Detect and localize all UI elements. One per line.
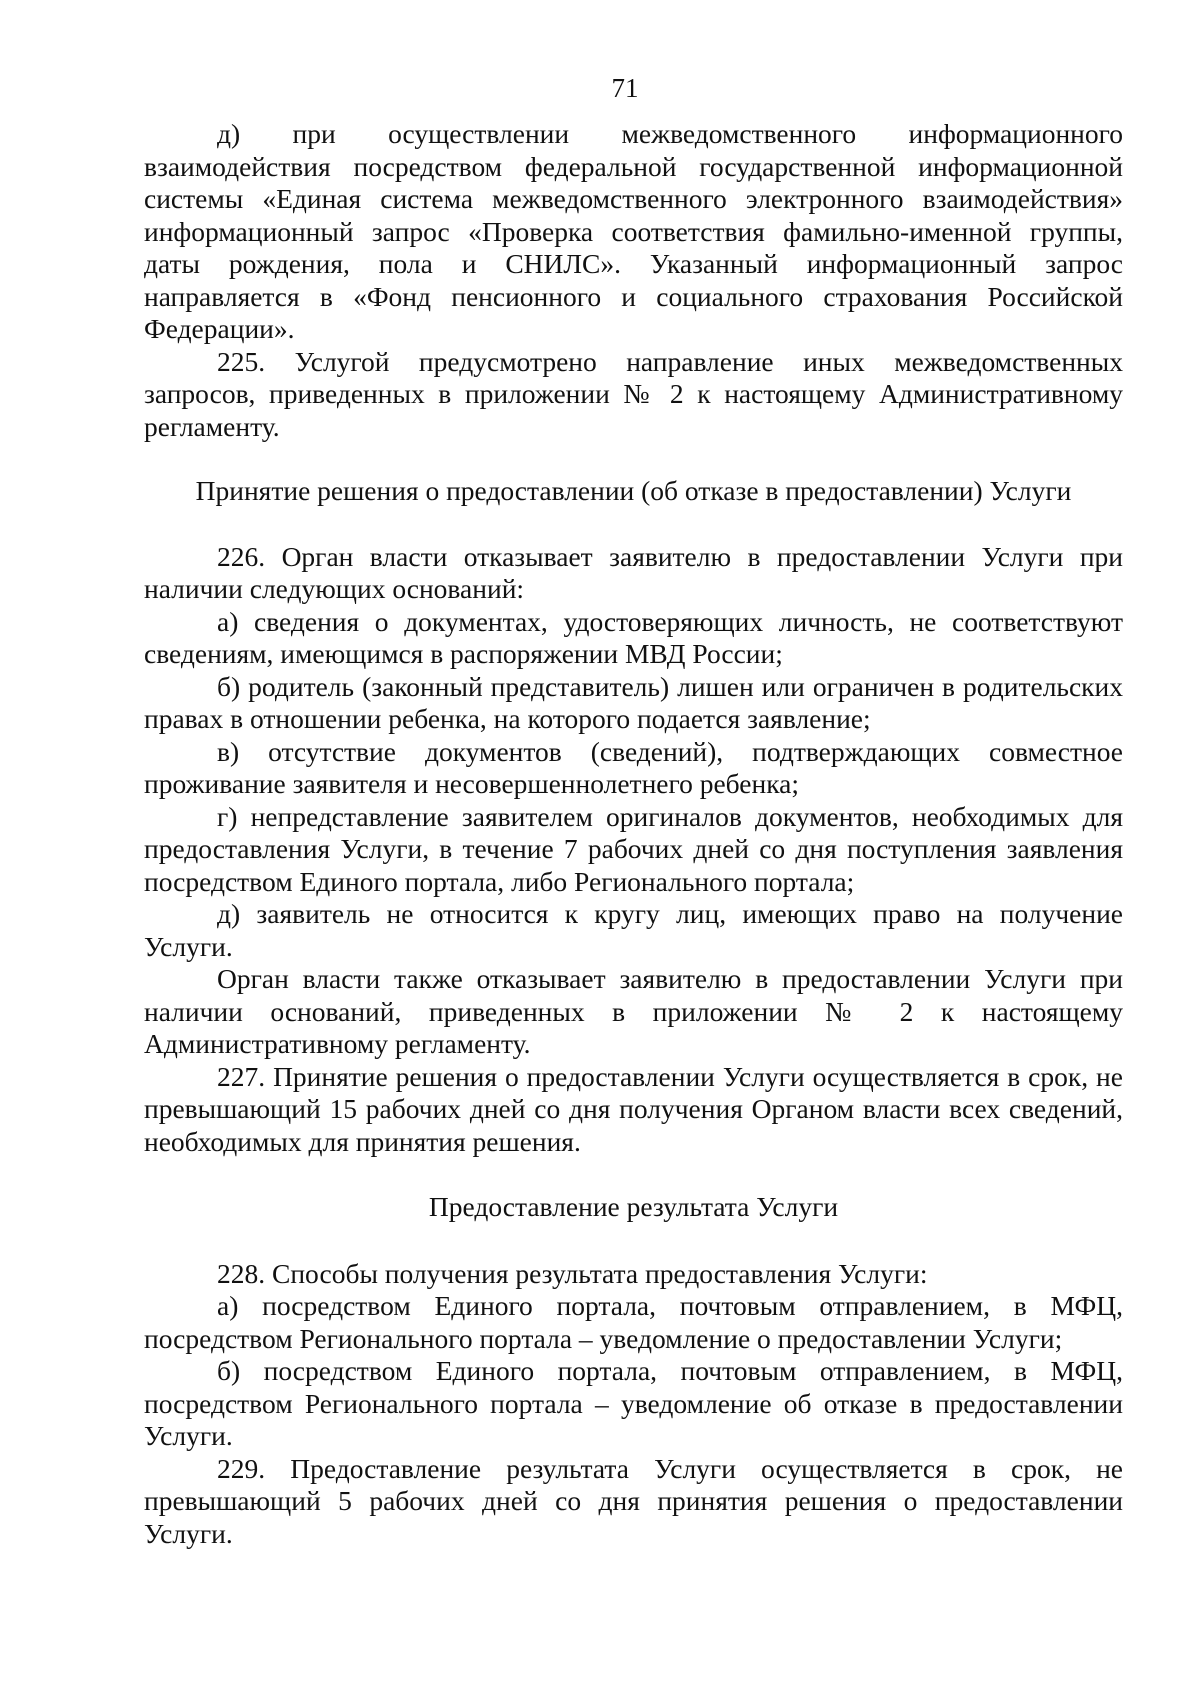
paragraph-228-b: б) посредством Единого портала, почтовым отправлением, в МФЦ, посредством Регионального портала – уведомление об отказе в предоставлении Услуги.	[144, 1355, 1123, 1451]
paragraph-229: 229. Предоставление результата Услуги осуществляется в срок, не превышающий 5 рабочих дней со дня принятия решения о предоставлении Услуги.	[144, 1452, 1123, 1549]
paragraph-228-a: а) посредством Единого портала, почтовым отправлением, в МФЦ, посредством Регионального портала – уведомление о предоставлении Услуги;	[144, 1290, 1123, 1354]
paragraph-228: 228. Способы получения результата предоставления Услуги:	[217, 1257, 928, 1289]
paragraph-227: 227. Принятие решения о предоставлении Услуги осуществляется в срок, не превышающий 15 рабочих дней со дня получения Органом власти всех сведений, необходимых для принятия решения.	[144, 1060, 1123, 1157]
paragraph-d-interagency-request: д) при осуществлении межведомственного информационного взаимодействия посредством федеральной государственной информационной системы «Единая система межведомственного электронного взаимодействия» информационный запрос «Проверка соответствия фамильно-именной группы, даты рождения, пола и СНИЛС». Указанный информационный запрос направляется в «Фонд пенсионного и социального страхования Российской Федерации».	[144, 118, 1123, 344]
paragraph-225: 225. Услугой предусмотрено направление иных межведомственных запросов, приведенных в приложении № 2 к настоящему Административному регламенту.	[144, 345, 1123, 442]
paragraph-226-d: д) заявитель не относится к кругу лиц, имеющих право на получение Услуги.	[144, 898, 1123, 962]
paragraph-226-additional: Орган власти также отказывает заявителю в предоставлении Услуги при наличии оснований, приведенных в приложении № 2 к настоящему Административному регламенту.	[144, 963, 1123, 1059]
paragraph-226-a: а) сведения о документах, удостоверяющих личность, не соответствуют сведениям, имеющимся в распоряжении МВД России;	[144, 605, 1123, 669]
paragraph-226-v: в) отсутствие документов (сведений), подтверждающих совместное проживание заявителя и несовершеннолетнего ребенка;	[144, 735, 1123, 799]
paragraph-226-g: г) непредставление заявителем оригиналов документов, необходимых для предоставления Услуги, в течение 7 рабочих дней со дня поступления заявления посредством Единого портала, либо Регионального портала;	[144, 800, 1123, 897]
document-body	[144, 118, 1123, 1550]
paragraph-226: 226. Орган власти отказывает заявителю в предоставлении Услуги при наличии следующих оснований:	[144, 540, 1123, 604]
paragraph-226-b: б) родитель (законный представитель) лишен или ограничен в родительских правах в отношении ребенка, на которого подается заявление;	[144, 670, 1123, 734]
section-heading-decision: Принятие решения о предоставлении (об отказе в предоставлении) Услуги	[195, 475, 1072, 506]
page-number: 71	[611, 73, 639, 103]
section-heading-result: Предоставление результата Услуги	[428, 1191, 839, 1222]
